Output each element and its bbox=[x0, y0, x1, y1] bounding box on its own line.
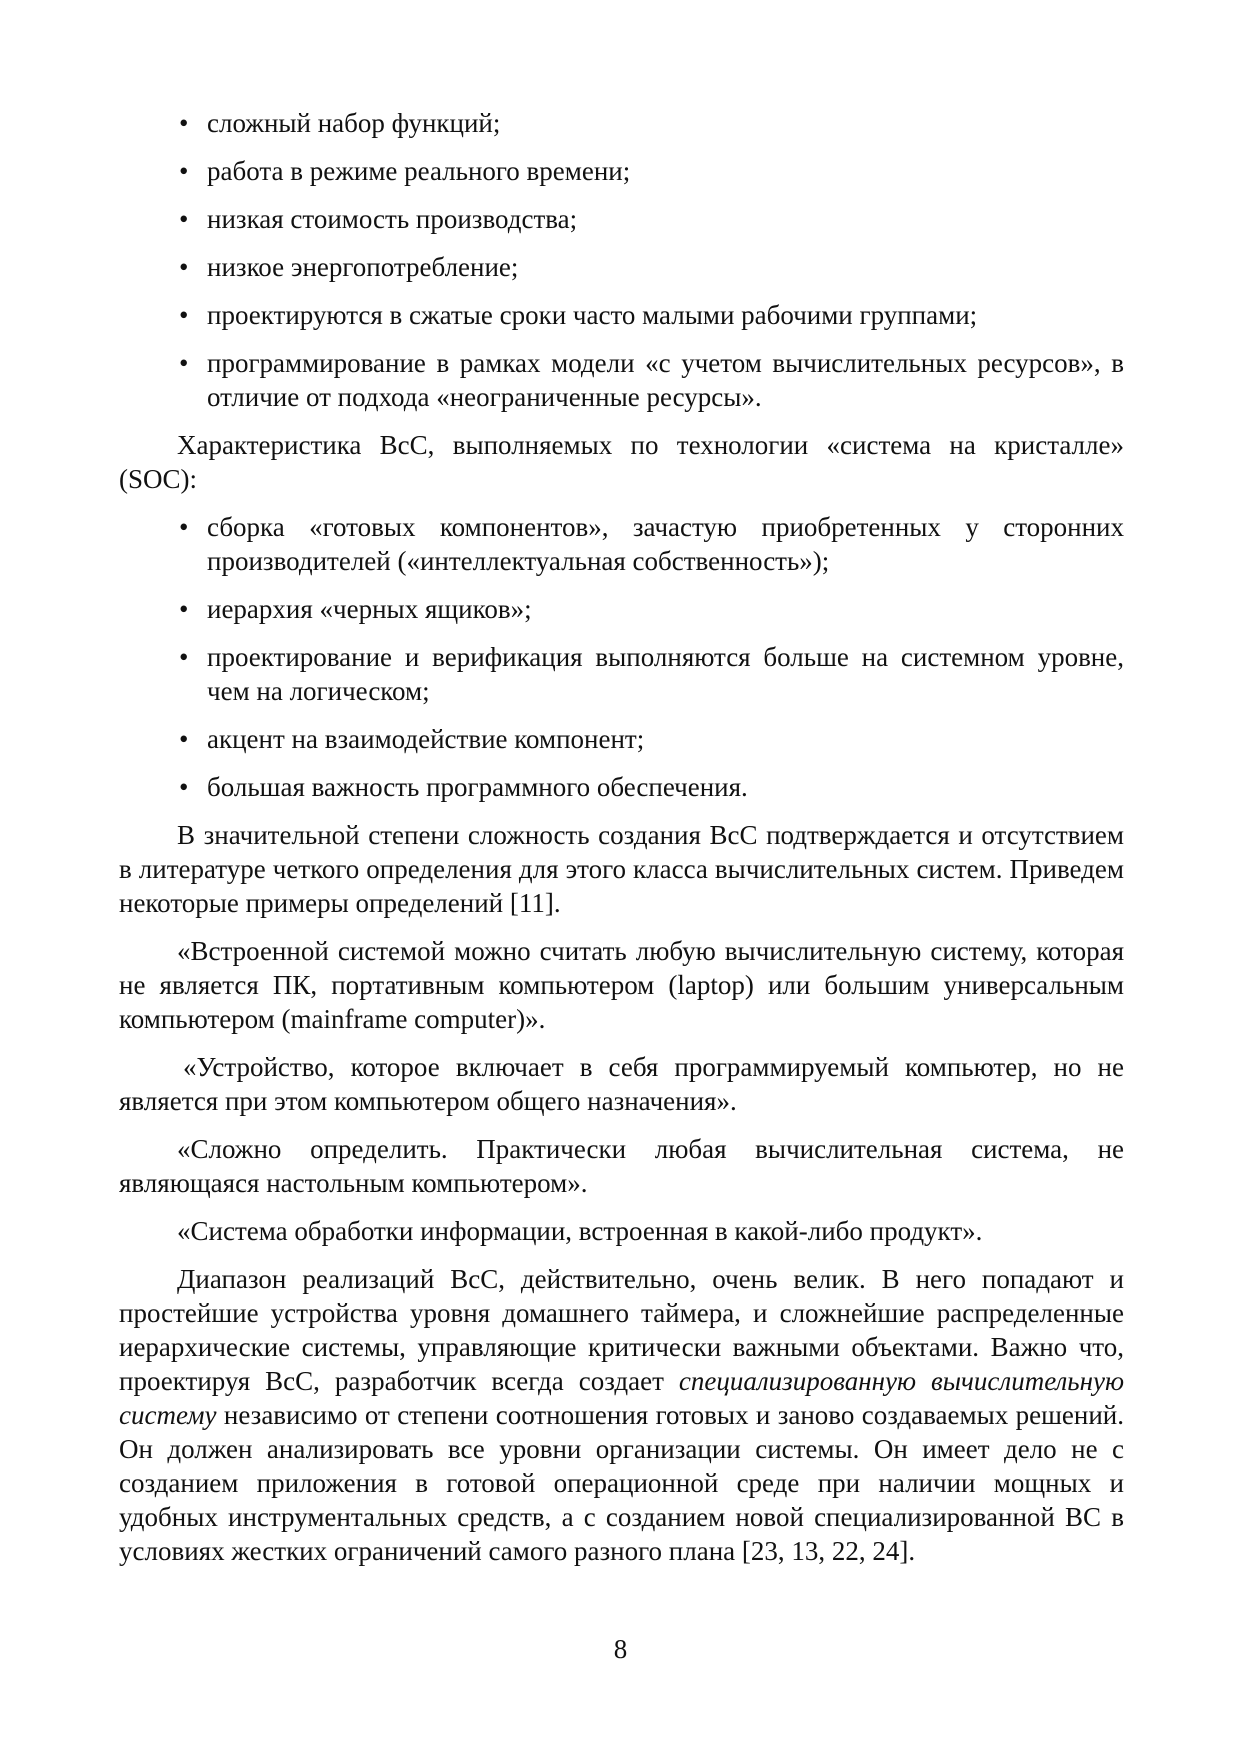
list-item: • иерархия «черных ящиков»; bbox=[179, 594, 532, 624]
bullet-icon: • bbox=[179, 594, 189, 624]
bullet-icon: • bbox=[179, 156, 189, 186]
bullet-icon: • bbox=[179, 348, 189, 378]
range-paragraph: Диапазон реализаций ВсС, действительно, очень велик. В него попадают и простейшие устройства уровня домашнего таймера, и сложнейшие распределенные иерархические системы, управляющие критически важными объектами. Важно что, проектируя ВсС, разработчик всегда создает специализированную вычислительную систему независимо от степени соотношения готовых и заново создаваемых решений. Он должен анализировать все уровни организации системы. Он имеет дело не с созданием приложения в готовой операционной среде при наличии мощных и удобных инструментальных средств, а с созданием новой специализированной ВС в условиях жестких ограничений самого разного плана [23, 13, 22, 24]. bbox=[119, 1264, 1124, 1566]
bullet-icon: • bbox=[179, 724, 189, 754]
list-item: • проектируются в сжатые сроки часто малыми рабочими группами; bbox=[179, 300, 978, 330]
list-item: • низкая стоимость производства; bbox=[179, 204, 578, 234]
list-item: • проектирование и верификация выполняются больше на системном уровне, чем на логическом; bbox=[179, 642, 1124, 706]
emphasis-text: специализированную вычислительную систему bbox=[119, 1366, 1124, 1430]
list-item: • низкое энергопотребление; bbox=[179, 252, 519, 282]
bullet-icon: • bbox=[179, 300, 189, 330]
document-page bbox=[119, 106, 1124, 1582]
soc-feature-list bbox=[119, 510, 1124, 804]
list-item: • программирование в рамках модели «с учетом вычислительных ресурсов», в отличие от подхода «неограниченные ресурсы». bbox=[179, 348, 1124, 412]
list-item: • сложный набор функций; bbox=[179, 108, 501, 138]
page-number: 8 bbox=[613, 1634, 628, 1664]
definition-quote: «Система обработки информации, встроенная в какой-либо продукт». bbox=[177, 1216, 983, 1246]
bullet-icon: • bbox=[179, 512, 189, 542]
complexity-paragraph: В значительной степени сложность создания ВсС подтверждается и отсутствием в литературе четкого определения для этого класса вычислительных систем. Приведем некоторые примеры определений [11]. bbox=[119, 820, 1124, 918]
list-item: • акцент на взаимодействие компонент; bbox=[179, 724, 645, 754]
bullet-icon: • bbox=[179, 772, 189, 802]
definition-quote: «Встроенной системой можно считать любую вычислительную систему, которая не является ПК, портативным компьютером (laptop) или большим универсальным компьютером (mainframe computer)». bbox=[119, 936, 1124, 1034]
definition-quote: «Сложно определить. Практически любая вычислительная система, не являющаяся настольным компьютером». bbox=[119, 1134, 1124, 1198]
bullet-icon: • bbox=[179, 642, 189, 672]
bullet-icon: • bbox=[179, 204, 189, 234]
list-item: • большая важность программного обеспечения. bbox=[179, 772, 748, 802]
list-item: • работа в режиме реального времени; bbox=[179, 156, 631, 186]
feature-list bbox=[119, 106, 1124, 414]
list-item: • сборка «готовых компонентов», зачастую приобретенных у сторонних производителей («интеллектуальная собственность»); bbox=[179, 512, 1124, 576]
bullet-icon: • bbox=[179, 252, 189, 282]
soc-intro-paragraph: Характеристика ВсС, выполняемых по технологии «система на кристалле» (SOC): bbox=[119, 430, 1124, 494]
definition-quote: «Устройство, которое включает в себя программируемый компьютер, но не является при этом компьютером общего назначения». bbox=[119, 1052, 1124, 1116]
bullet-icon: • bbox=[179, 108, 189, 138]
